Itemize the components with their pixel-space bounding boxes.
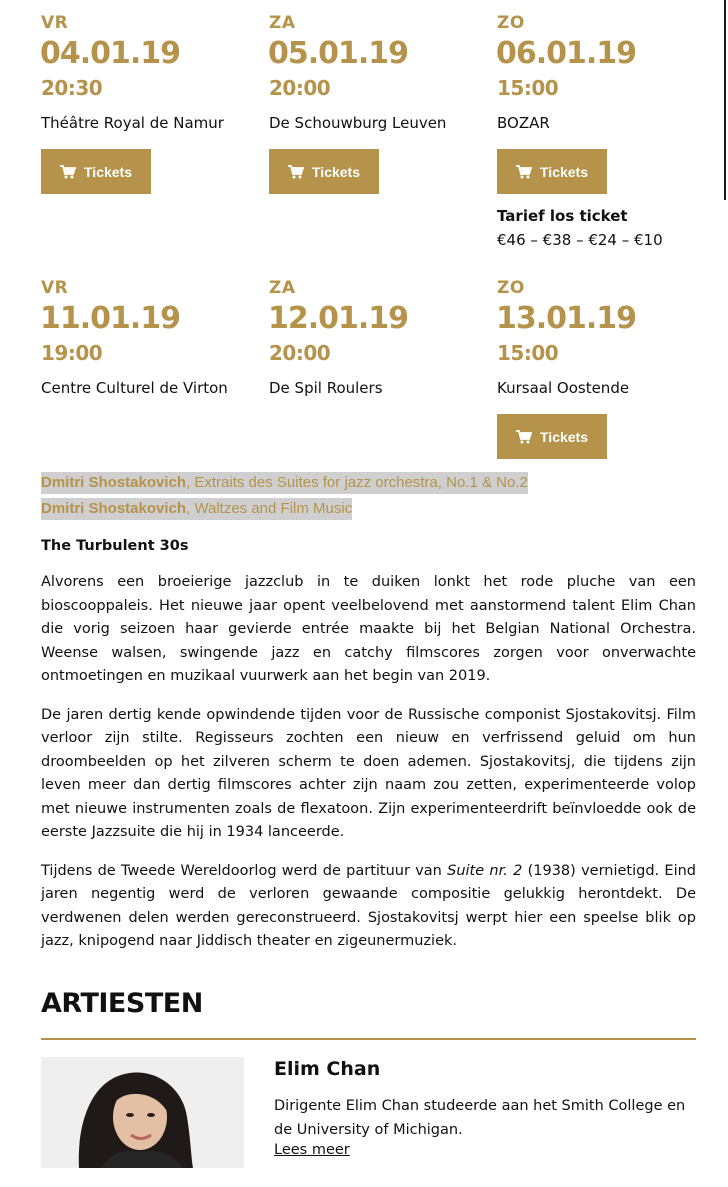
concert-date: 05.01.19 xyxy=(268,36,409,71)
paragraph-text: Tijdens de Tweede Wereldoorlog werd de partituur van xyxy=(41,862,448,879)
artist-bio: Dirigente Elim Chan studeerde aan het Smith College en de University of Michigan. xyxy=(274,1098,686,1138)
read-more-link[interactable]: Lees meer xyxy=(274,1142,350,1158)
concert-time: 20:00 xyxy=(269,76,331,100)
tickets-label: Tickets xyxy=(540,163,588,180)
concert-date: 12.01.19 xyxy=(268,301,409,336)
concert-venue: De Spil Roulers xyxy=(269,379,383,397)
tickets-button[interactable] xyxy=(41,149,151,194)
concert-date: 13.01.19 xyxy=(496,301,637,336)
concert-venue: BOZAR xyxy=(497,114,550,132)
work-title: , Extraits des Suites for jazz orchestra, No.1 & No.2 xyxy=(186,474,528,491)
cart-icon xyxy=(516,165,532,179)
artist-portrait-image xyxy=(41,1057,244,1168)
program-paragraph-3 xyxy=(41,860,696,954)
repertoire-list xyxy=(41,472,528,524)
scrollbar-indicator xyxy=(724,0,726,200)
repertoire-link[interactable] xyxy=(41,472,528,494)
concert-time: 15:00 xyxy=(497,76,559,100)
work-title: , Waltzes and Film Music xyxy=(186,500,353,517)
section-divider xyxy=(41,1038,696,1040)
tickets-label: Tickets xyxy=(540,428,588,445)
work-title-italic: Suite nr. 2 xyxy=(447,862,523,879)
tickets-label: Tickets xyxy=(84,163,132,180)
repertoire-link[interactable] xyxy=(41,498,352,520)
pricing-values: €46 – €38 – €24 – €10 xyxy=(497,231,663,249)
concert-row-1 xyxy=(41,0,711,265)
concert-day: ZO xyxy=(497,13,525,33)
concert-time: 20:00 xyxy=(269,341,331,365)
concert-date: 06.01.19 xyxy=(496,36,637,71)
concert-day: VR xyxy=(41,13,69,33)
cart-icon xyxy=(60,165,76,179)
concert-time: 15:00 xyxy=(497,341,559,365)
tickets-button[interactable] xyxy=(497,149,607,194)
cart-icon xyxy=(288,165,304,179)
program-paragraph-1: Alvorens een broeierige jazzclub in te duiken lonkt het rode pluche van een bioscooppaleis. Het nieuwe jaar opent veelbelovend met aanstormend talent Elim Chan die vorig seizoen haar gevierde entrée maakte bij het Belgian National Orchestra. Weense walsen, swingende jazz en catchy filmscores zorgen voor onverwachte ontmoetingen en muzikaal vuurwerk aan het begin van 2019. xyxy=(41,574,696,684)
ticket-pricing xyxy=(497,207,727,249)
paragraph-text: (1938) vernietigd. Eind jaren negentig werd de verloren gewaande compositie gelukkig herontdekt. De verdwenen delen werden gereconstrueerd. Sjostakovitsj werpt hier een speelse blik op jazz, knipogend naar Jiddisch theater en zigeunermuziek. xyxy=(41,862,696,949)
tickets-button[interactable] xyxy=(269,149,379,194)
concert-time: 20:30 xyxy=(41,76,103,100)
concert-day: ZO xyxy=(497,278,525,298)
repertoire-item xyxy=(41,472,528,498)
concert-venue: Théâtre Royal de Namur xyxy=(41,114,224,132)
pricing-title: Tarief los ticket xyxy=(497,207,628,225)
program-subtitle: The Turbulent 30s xyxy=(41,538,189,554)
tickets-button[interactable] xyxy=(497,414,607,459)
composer-name: Dmitri Shostakovich xyxy=(41,500,187,517)
artist-name: Elim Chan xyxy=(274,1058,381,1080)
concert-day: ZA xyxy=(269,13,296,33)
concert-dates xyxy=(41,0,711,530)
composer-name: Dmitri Shostakovich xyxy=(41,474,187,491)
concert-time: 19:00 xyxy=(41,341,103,365)
artists-heading: ARTIESTEN xyxy=(41,988,203,1019)
concert-date: 11.01.19 xyxy=(40,301,181,336)
concert-venue: Kursaal Oostende xyxy=(497,379,630,397)
program-description xyxy=(41,538,696,969)
artist-photo[interactable] xyxy=(41,1057,244,1168)
concert-venue: De Schouwburg Leuven xyxy=(269,114,447,132)
concert-day: ZA xyxy=(269,278,296,298)
concert-venue: Centre Culturel de Virton xyxy=(41,379,228,397)
concert-day: VR xyxy=(41,278,69,298)
concert-date: 04.01.19 xyxy=(40,36,181,71)
tickets-label: Tickets xyxy=(312,163,360,180)
repertoire-item xyxy=(41,498,528,524)
cart-icon xyxy=(516,430,532,444)
program-paragraph-2: De jaren dertig kende opwindende tijden voor de Russische componist Sjostakovitsj. Film verloor zijn stilte. Regisseurs zochten een nieuw en verfrissend geluid om hun droombeelden op het zilveren scherm te doen ademen. Sjostakovitsj, die tijdens zijn leven meer dan dertig filmscores achter zijn naam zou zetten, experimenteerde volop met nieuwe instrumenten zoals de flexatoon. Zijn experimenteerdrift beïnvloedde ook de eerste Jazzsuite die hij in 1934 lanceerde. xyxy=(41,706,696,840)
